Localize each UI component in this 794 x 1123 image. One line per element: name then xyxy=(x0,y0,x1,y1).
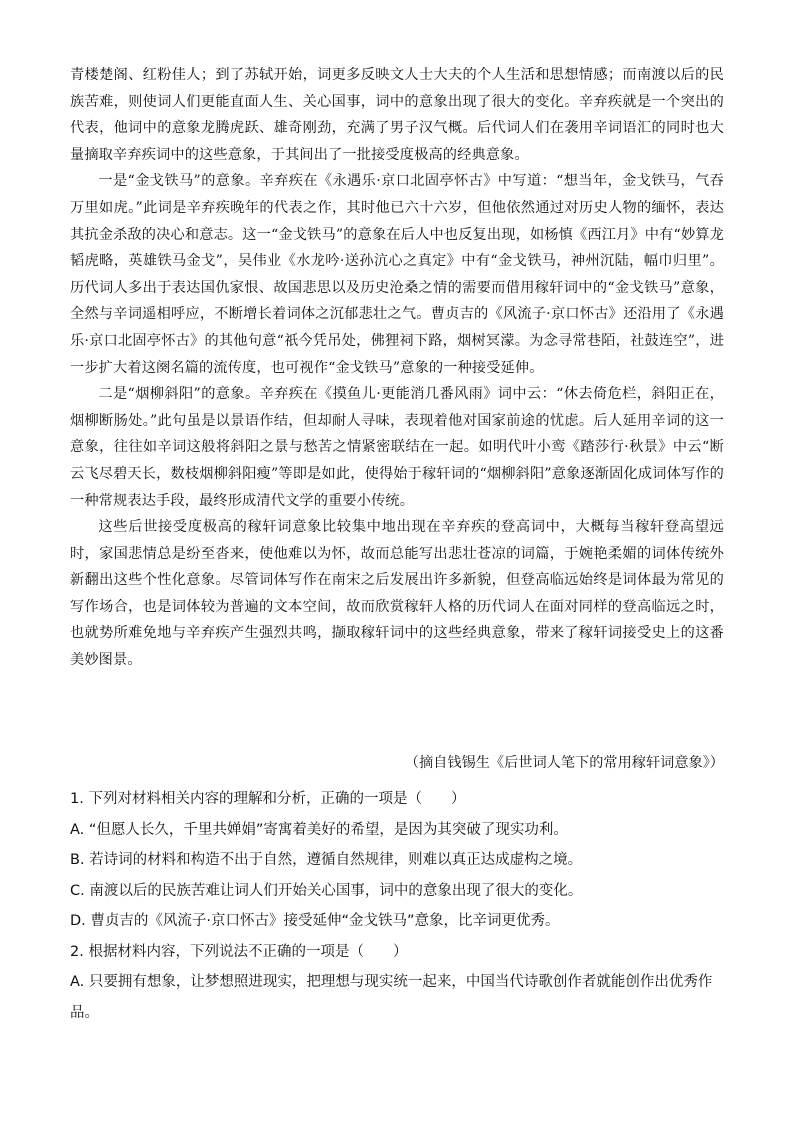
question-1 xyxy=(70,784,724,937)
question-1-option-a: A. “但愿人长久，千里共婵娟”寄寓着美好的希望，是因为其突破了现实功利。 xyxy=(70,821,568,838)
passage-paragraph-1: 青楼楚阁、红粉佳人；到了苏轼开始，词更多反映文人士大夫的个人生活和思想情感；而南渡以后的民族苦难，则使词人们更能直面人生、关心国事，词中的意象出现了很大的变化。辛弃疾就是一个突出的代表，他词中的意象龙腾虎跃、雄奇刚劲，充满了男子汉气概。后代词人们在袭用辛词语汇的同时也大量摘取辛弃疾词中的这些意象，于其间出了一批接受度极高的经典意象。 xyxy=(70,67,724,163)
question-1-option-b: B. 若诗词的材料和构造不出于自然，遵循自然规律，则难以真正达成虚构之境。 xyxy=(70,852,583,868)
question-2 xyxy=(70,937,724,1029)
passage-source: （摘自钱锡生《后世词人笔下的常用稼轩词意象》） xyxy=(404,755,724,771)
passage-paragraph-2: 一是“金戈铁马”的意象。辛弃疾在《永遇乐·京口北固亭怀古》中写道：“想当年，金戈铁马，气吞万里如虎。”此词是辛弃疾晚年的代表之作，其时他已六十六岁，但他依然通过对历史人物的缅怀，表达其抗金杀敌的决心和意志。这一“金戈铁马”的意象在后人中也反复出现，如杨慎《西江月》中有“妙算龙韬虎略，英雄铁马金戈”，吴伟业《水龙吟·送孙沆心之真定》中有“金戈铁马，神州沉陆，幅巾归里”。历代词人多出于表达国仇家恨、故国悲思以及历史沧桑之情的需要而借用稼轩词中的“金戈铁马”意象，全然与辛词遥相呼应，不断增长着词体之沉郁悲壮之气。曹贞吉的《风流子·京口怀古》还沿用了《永遇乐·京口北固亭怀古》的其他句意“祇今凭吊处，佛狸祠下路，烟树冥濛。为念寻常巷陌，社鼓连空”，进一步扩大着这阕名篇的流传度，也可视作“金戈铁马”意象的一种接受延伸。 xyxy=(70,173,724,376)
question-2-option-a: A. 只要拥有想象，让梦想照进现实，把理想与现实统一起来，中国当代诗歌创作者就能创作出优秀作品。 xyxy=(70,974,713,1021)
question-section xyxy=(70,784,724,1028)
passage-body xyxy=(70,62,724,674)
question-1-option-c: C. 南渡以后的民族苦难让词人们开始关心国事，词中的意象出现了很大的变化。 xyxy=(70,882,583,899)
passage-paragraph-4: 这些后世接受度极高的稼轩词意象比较集中地出现在辛弃疾的登高词中，大概每当稼轩登高望远时，家国悲情总是纷至沓来，使他难以为怀，故而总能写出悲壮苍凉的词篇，于婉艳柔媚的词体传统外新翻出这些个性化意象。尽管词体写作在南宋之后发展出许多新貌，但登高临远始终是词体最为常见的写作场合，也是词体较为普遍的文本空间，故而欣赏稼轩人格的历代词人在面对同样的登高临远之时，也就势所难免地与辛弃疾产生强烈共鸣，撷取稼轩词中的这些经典意象，带来了稼轩词接受史上的这番美妙图景。 xyxy=(70,519,724,669)
question-2-stem: 2. 根据材料内容，下列说法不正确的一项是（ ） xyxy=(70,943,408,960)
passage-paragraph-3: 二是“烟柳斜阳”的意象。辛弃疾在《摸鱼儿·更能消几番风雨》词中云：“休去倚危栏，斜阳正在，烟柳断肠处。”此句虽是以景语作结，但却耐人寻味，表现着他对国家前途的忧虑。后人延用辛词的这一意象，往往如辛词这般将斜阳之景与愁苦之情紧密联结在一起。如明代叶小鸾《踏莎行·秋景》中云“断云飞尽碧天长，数枝烟柳斜阳瘦”等即是如此，使得始于稼轩词的“烟柳斜阳”意象逐渐固化成词体写作的一种常规表达手段，最终形成清代文学的重要小传统。 xyxy=(70,386,724,509)
question-1-stem: 1. 下列对材料相关内容的理解和分析，正确的一项是（ ） xyxy=(70,791,466,807)
question-1-option-d: D. 曹贞吉的《风流子·京口怀古》接受延伸“金戈铁马”意象，比辛词更优秀。 xyxy=(70,913,560,929)
